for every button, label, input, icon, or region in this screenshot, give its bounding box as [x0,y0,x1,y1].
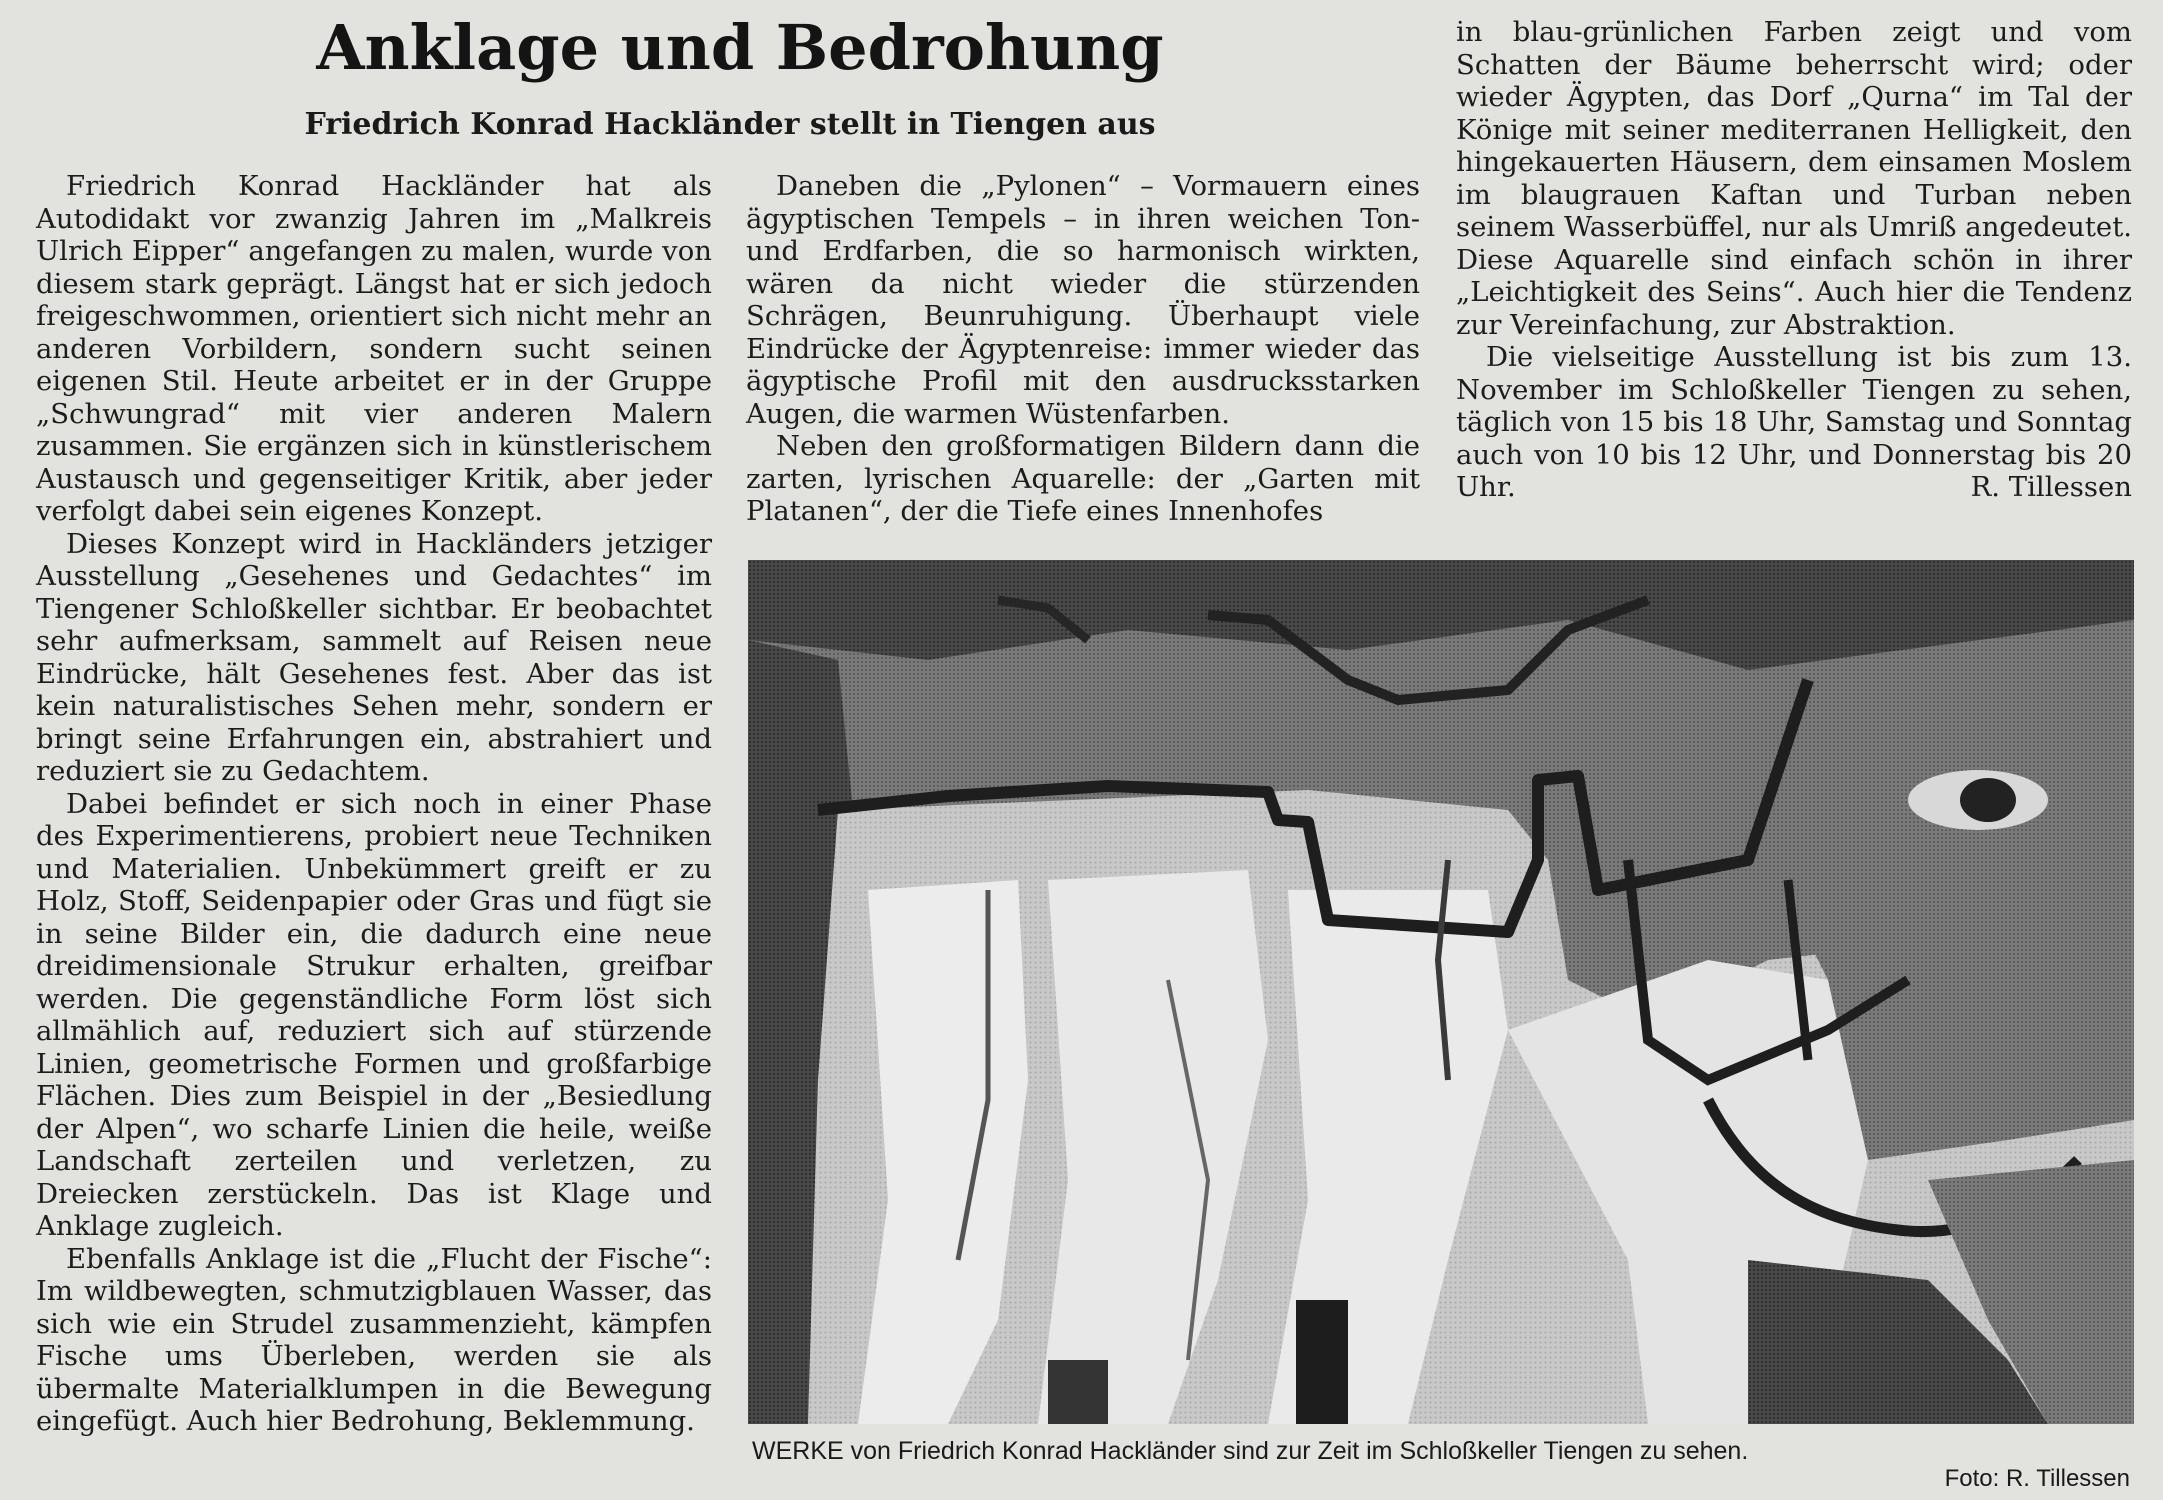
author-byline: R. Tillessen [1970,471,2132,503]
article-column-2 [746,170,1420,528]
paragraph-1: Friedrich Konrad Hackländer hat als Autodidakt vor zwanzig Jahren im „Malkreis Ulrich Eipper“ angefangen zu malen, wurde von diesem stark geprägt. Längst hat er sich jedoch freigeschwommen, orientiert sich nicht mehr an anderen Vorbildern, sondern sucht seinen eigenen Stil. Heute arbeitet er in der Gruppe „Schwungrad“ mit vier anderen Malern zusammen. Sie ergänzen sich in künstlerischem Austausch und gegenseitiger Kritik, aber jeder verfolgt dabei sein eigenes Konzept. [36,170,712,527]
artwork-illustration [748,560,2134,1424]
paragraph-5: Daneben die „Pylonen“ – Vormauern eines ägyptischen Tempels – in ihren weichen Ton- und Erdfarben, die so harmonisch wirkten, wären da nicht wieder die stürzenden Schrägen, Beunruhigung. Überhaupt viele Eindrücke der Ägyptenreise: immer wieder das ägyptische Profil mit den ausdrucksstarken Augen, die warmen Wüstenfarben. [746,170,1420,430]
paragraph-2: Dieses Konzept wird in Hackländers jetziger Ausstellung „Gesehenes und Gedachtes“ im Tiengener Schloßkeller sichtbar. Er beobachtet sehr aufmerksam, sammelt auf Reisen neue Eindrücke, hält Gesehenes fest. Aber das ist kein naturalistisches Sehen mehr, sondern er bringt seine Erfahrungen ein, abstrahiert und reduziert sie zu Gedachtem. [36,527,712,787]
article-column-1 [36,170,712,1438]
headline: Anklage und Bedrohung [316,11,1164,84]
subheadline: Friedrich Konrad Hackländer stellt in Tiengen aus [304,107,1156,142]
paragraph-6: Neben den großformatigen Bildern dann die zarten, lyrischen Aquarelle: der „Garten mit Platanen“, der die Tiefe eines Innenhofes [746,430,1420,527]
paragraph-4: Ebenfalls Anklage ist die „Flucht der Fische“: Im wildbewegten, schmutzigblauen Wasser, das sich wie ein Strudel zusammenzieht, kämpfen Fische ums Überleben, werden sie als übermalte Materialklumpen in die Bewegung eingefügt. Auch hier Bedrohung, Beklemmung. [36,1242,712,1437]
paragraph-8: Die vielseitige Ausstellung ist bis zum 13. November im Schloßkeller Tiengen zu sehen, täglich von 15 bis 18 Uhr, Samstag und Sonntag auch von 10 bis 12 Uhr, und Donnerstag bis 20 Uhr. [1456,341,2132,503]
artwork-photo [748,560,2134,1424]
photo-credit: Foto: R. Tillessen [1944,1465,2130,1492]
paragraph-3: Dabei befindet er sich noch in einer Phase des Experimentierens, probiert neue Techniken und Materialien. Unbekümmert greift er zu Holz, Stoff, Seidenpapier oder Gras und fügt sie in seine Bilder ein, die dadurch eine neue dreidimensionale Strukur erhalten, greifbar werden. Die gegenständliche Form löst sich allmählich auf, reduziert sich auf stürzende Linien, geometrische Formen und großfarbige Flächen. Dies zum Beispiel in der „Besiedlung der Alpen“, wo scharfe Linien die heile, weiße Landschaft zerteilen und verletzen, zu Dreiecken zerstückeln. Das ist Klage und Anklage zugleich. [36,787,712,1242]
photo-caption: WERKE von Friedrich Konrad Hackländer sind zur Zeit im Schloßkeller Tiengen zu sehen. [752,1437,1749,1465]
paragraph-7: in blau-grünlichen Farben zeigt und vom Schatten der Bäume beherrscht wird; oder wieder Ägypten, das Dorf „Qurna“ im Tal der Könige mit seiner mediterranen Helligkeit, den hingekauerten Häusern, dem einsamen Moslem im blaugrauen Kaftan und Turban neben seinem Wasserbüffel, nur als Umriß angedeutet. Diese Aquarelle sind einfach schön in ihrer „Leichtigkeit des Seins“. Auch hier die Tendenz zur Vereinfachung, zur Abstraktion. [1456,16,2132,341]
article-column-3 [1456,16,2132,504]
